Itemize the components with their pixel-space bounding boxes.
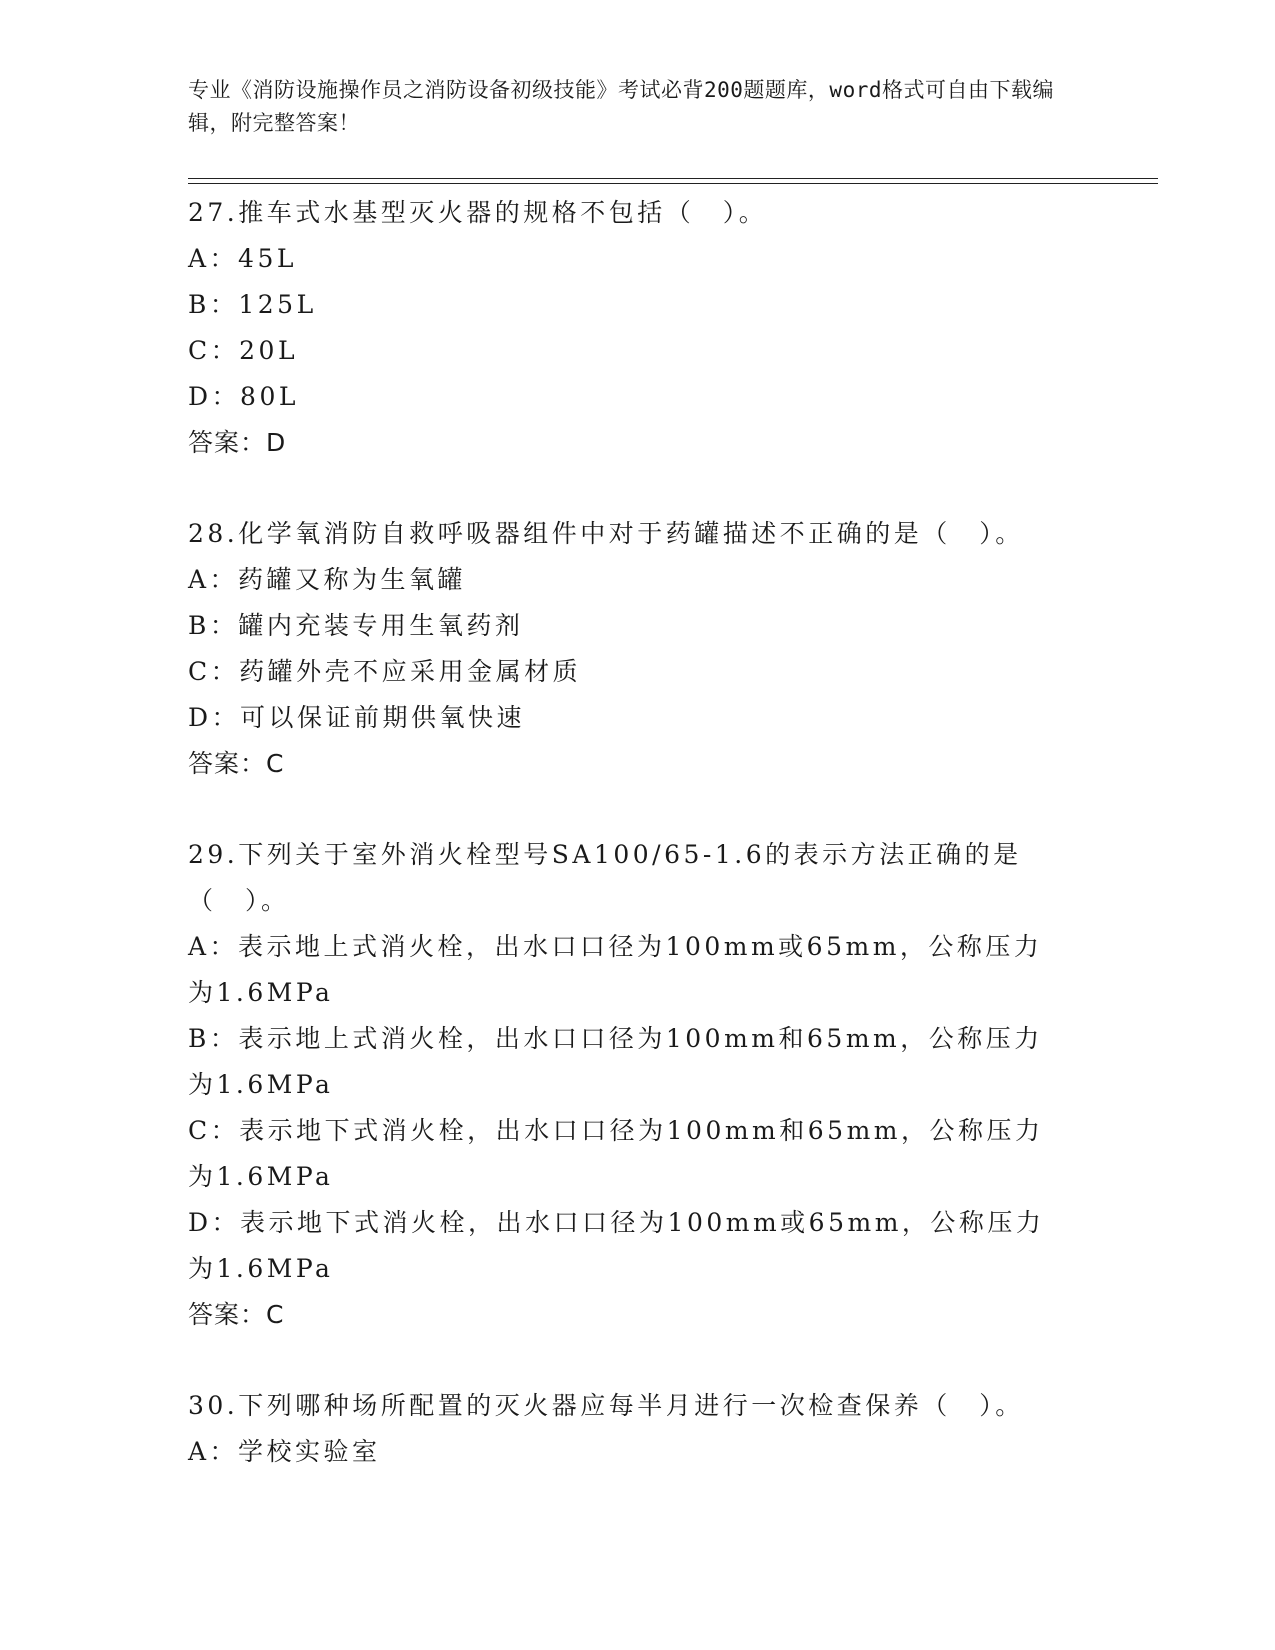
option-a: A：45L	[188, 244, 297, 273]
question-27	[188, 190, 1068, 466]
option-a: A：药罐又称为生氧罐	[188, 565, 467, 594]
answer-line: 答案：C	[188, 749, 285, 778]
option-b: B：表示地上式消火栓，出水口口径为100mm和65mm，公称压力为1.6MPa	[188, 1024, 1043, 1099]
option-d: D：可以保证前期供氧快速	[188, 703, 526, 732]
question-stem: 27.推车式水基型灭火器的规格不包括（ ）。	[188, 198, 768, 227]
answer-line: 答案：C	[188, 1300, 285, 1329]
question-stem: 29.下列关于室外消火栓型号SA100/65-1.6的表示方法正确的是（ ）。	[188, 840, 1022, 915]
answer-line: 答案：D	[188, 428, 287, 457]
question-list	[188, 190, 1068, 1520]
option-b: B：罐内充装专用生氧药剂	[188, 611, 524, 640]
option-a: A：学校实验室	[188, 1437, 381, 1466]
question-30	[188, 1383, 1068, 1475]
question-29	[188, 832, 1068, 1338]
option-d: D：表示地下式消火栓，出水口口径为100mm或65mm，公称压力为1.6MPa	[188, 1208, 1045, 1283]
header-divider-bottom	[188, 183, 1158, 184]
header-divider-top	[188, 178, 1158, 179]
option-b: B：125L	[188, 290, 317, 319]
option-c: C：药罐外壳不应采用金属材质	[188, 657, 582, 686]
question-stem: 30.下列哪种场所配置的灭火器应每半月进行一次检查保养（ ）。	[188, 1391, 1024, 1420]
option-a: A：表示地上式消火栓，出水口口径为100mm或65mm，公称压力为1.6MPa	[188, 932, 1043, 1007]
option-d: D：80L	[188, 382, 299, 411]
question-28	[188, 511, 1068, 787]
option-c: C：表示地下式消火栓，出水口口径为100mm和65mm，公称压力为1.6MPa	[188, 1116, 1044, 1191]
question-stem: 28.化学氧消防自救呼吸器组件中对于药罐描述不正确的是（ ）。	[188, 519, 1024, 548]
option-c: C：20L	[188, 336, 299, 365]
document-header: 专业《消防设施操作员之消防设备初级技能》考试必背200题题库，word格式可自由下载编辑，附完整答案！	[188, 78, 1054, 135]
